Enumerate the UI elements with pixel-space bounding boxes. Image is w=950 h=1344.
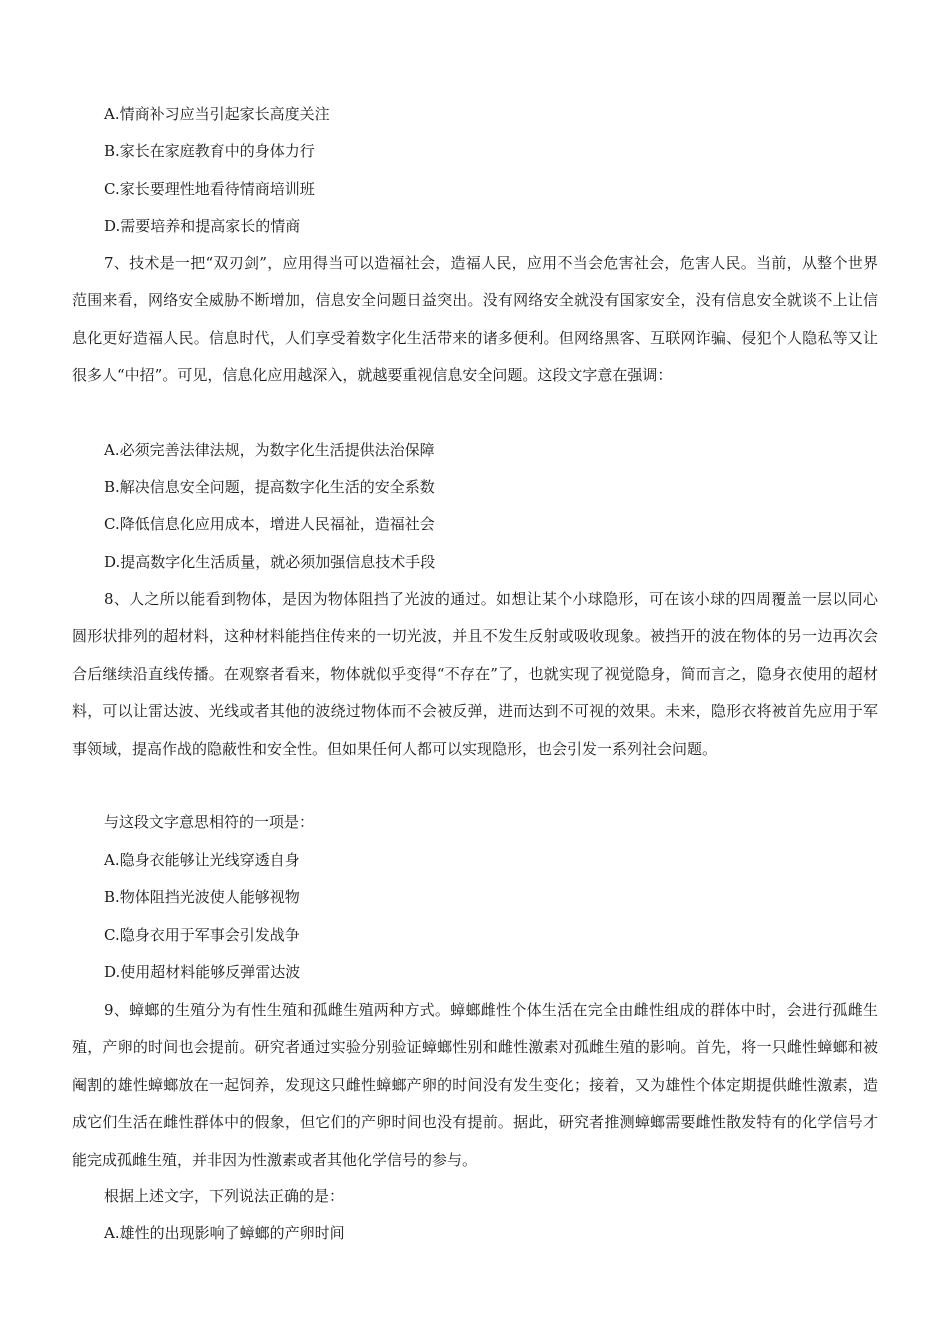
q8-option-a: A.隐身衣能够让光线穿透自身 <box>104 851 300 869</box>
q6-option-d: D.需要培养和提高家长的情商 <box>104 217 301 235</box>
q8-paragraph: 8、人之所以能看到物体，是因为物体阻挡了光波的通过。如想让某个小球隐形，可在该小球的四周覆盖一层以同心圆形状排列的超材料，这种材料能挡住传来的一切光波，并且不发生反射或吸收现象。被挡开的波在物体的另一边再次会合后继续沿直线传播。在观察者看来，物体就似乎变得“不存在”了，也就实现了视觉隐身，简而言之，隐身衣使用的超材料，可以让雷达波、光线或者其他的波绕过物体而不会被反弹，进而达到不可视的效果。未来，隐形衣将被首先应用于军事领域，提高作战的隐蔽性和安全性。但如果任何人都可以实现隐形，也会引发一系列社会问题。 <box>72 590 878 758</box>
q7-option-b: B.解决信息安全问题，提高数字化生活的安全系数 <box>104 478 435 496</box>
q8-stem: 与这段文字意思相符的一项是： <box>104 813 315 831</box>
q6-option-c: C.家长要理性地看待情商培训班 <box>104 180 315 198</box>
q8-option-d: D.使用超材料能够反弹雷达波 <box>104 963 301 981</box>
q9-paragraph: 9、蟑螂的生殖分为有性生殖和孤雌生殖两种方式。蟑螂雌性个体生活在完全由雌性组成的群体中时，会进行孤雌生殖，产卵的时间也会提前。研究者通过实验分别验证蟑螂性别和雌性激素对孤雌生殖的影响。首先，将一只雌性蟑螂和被阉割的雄性蟑螂放在一起饲养，发现这只雌性蟑螂产卵的时间没有发生变化；接着，又为雄性个体定期提供雌性激素，造成它们生活在雌性群体中的假象，但它们的产卵时间也没有提前。据此，研究者推测蟑螂需要雌性散发特有的化学信号才能完成孤雌生殖，并非因为性激素或者其他化学信号的参与。 <box>72 1001 878 1169</box>
q6-option-b: B.家长在家庭教育中的身体力行 <box>104 142 315 160</box>
q7-paragraph: 7、技术是一把“双刃剑”，应用得当可以造福社会，造福人民，应用不当会危害社会，危害人民。当前，从整个世界范围来看，网络安全威胁不断增加，信息安全问题日益突出。没有网络安全就没有国家安全，没有信息安全就谈不上让信息化更好造福人民。信息时代，人们享受着数字化生活带来的诸多便利。但网络黑客、互联网诈骗、侵犯个人隐私等又让很多人“中招”。可见，信息化应用越深入，就越要重视信息安全问题。这段文字意在强调： <box>72 254 878 385</box>
q7-option-d: D.提高数字化生活质量，就必须加强信息技术手段 <box>104 553 436 571</box>
q6-option-a: A.情商补习应当引起家长高度关注 <box>104 105 330 123</box>
q8-option-c: C.隐身衣用于军事会引发战争 <box>104 926 300 944</box>
q9-stem: 根据上述文字，下列说法正确的是： <box>104 1187 345 1205</box>
q7-option-c: C.降低信息化应用成本，增进人民福祉，造福社会 <box>104 515 435 533</box>
q9-option-a: A.雄性的出现影响了蟑螂的产卵时间 <box>104 1224 345 1242</box>
q8-option-b: B.物体阻挡光波使人能够视物 <box>104 888 300 906</box>
q7-option-a: A.必须完善法律法规，为数字化生活提供法治保障 <box>104 441 435 459</box>
